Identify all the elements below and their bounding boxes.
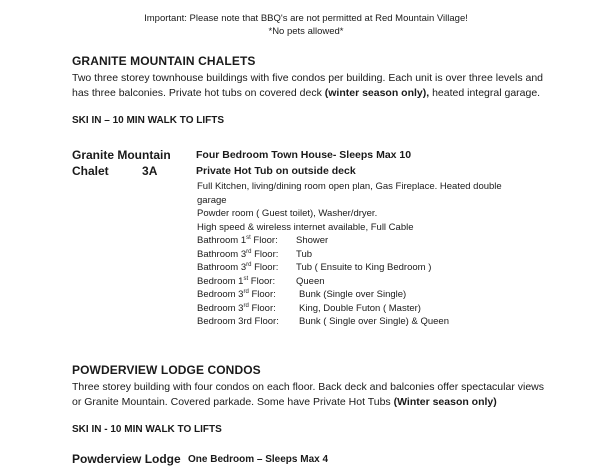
no-pets-notice: *No pets allowed* (268, 26, 344, 37)
granite-heading: GRANITE MOUNTAIN CHALETS (72, 54, 256, 68)
powderview-unit-title: One Bedroom – Sleeps Max 4 (188, 454, 329, 465)
granite-unit-subtitle: Private Hot Tub on outside deck (196, 165, 356, 177)
powderview-unit-name: Powderview Lodge (72, 452, 181, 466)
granite-unit-name-line2: Chalet 3A (72, 164, 158, 178)
granite-feature: High speed & wireless internet available, Full Cable (197, 222, 414, 233)
granite-feature: Full Kitchen, living/dining room open plan, Gas Fireplace. Heated double garage (197, 181, 502, 206)
granite-feature: Powder room ( Guest toilet), Washer/dryer. (197, 208, 378, 219)
room-entry: Bathroom 3rd Floor: Tub (197, 249, 313, 260)
powderview-description: Three storey building with four condos on each floor. Back deck and balconies offer spectacular views or Granite Mountain. Covered parkade. Some have Private Hot Tubs (Winter season only) (72, 381, 544, 408)
room-entry: Bathroom 1st Floor: Shower (197, 235, 329, 246)
powderview-heading: POWDERVIEW LODGE CONDOS (72, 363, 261, 377)
room-entry: Bathroom 3rd Floor: Tub ( Ensuite to King Bedroom ) (197, 262, 432, 273)
room-entry: Bedroom 3rd Floor: King, Double Futon ( Master) (197, 303, 421, 314)
room-entry: Bedroom 1st Floor: Queen (197, 276, 325, 287)
granite-unit-title: Four Bedroom Town House- Sleeps Max 10 (196, 149, 412, 161)
granite-ski-info: SKI IN – 10 MIN WALK TO LIFTS (72, 115, 225, 126)
granite-description: Two three storey townhouse buildings with five condos per building. Each unit is over three levels and has three balconies. Private hot tubs on covered deck (winter season only), heated integral garage. (72, 72, 544, 99)
room-entry: Bedroom 3rd Floor: Bunk ( Single over Single) & Queen (197, 316, 449, 327)
granite-unit-name-line1: Granite Mountain (72, 148, 171, 162)
powderview-ski-info: SKI IN - 10 MIN WALK TO LIFTS (72, 424, 222, 435)
bbq-notice: Important: Please note that BBQ's are not permitted at Red Mountain Village! (144, 13, 468, 24)
room-entry: Bedroom 3rd Floor: Bunk (Single over Single) (197, 289, 407, 300)
